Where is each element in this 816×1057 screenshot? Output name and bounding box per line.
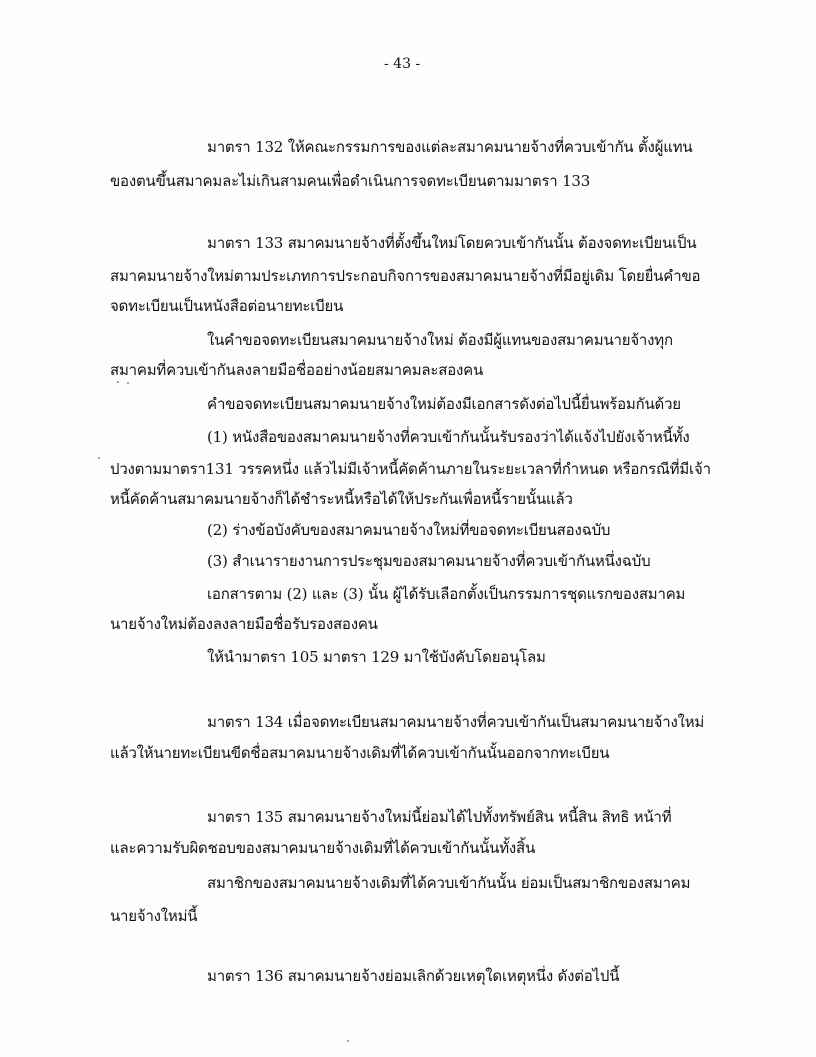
section-133-line-2: สมาคมนายจ้างใหม่ตามประเภทการประกอบกิจการของสมาคมนายจ้างที่มีอยู่เดิม โดยยื่นคำขอ	[110, 267, 701, 285]
scan-speck	[127, 382, 129, 384]
section-133-item3: (3) สำเนารายงานการประชุมของสมาคมนายจ้างที่ควบเข้ากันหนึ่งฉบับ	[207, 552, 651, 570]
page-number: - 43 -	[384, 56, 421, 72]
section-132-line-2: ของตนขึ้นสมาคมละไม่เกินสามคนเพื่อดำเนินการจดทะเบียนตามมาตรา 133	[110, 172, 591, 190]
section-133-line-3: จดทะเบียนเป็นหนังสือต่อนายทะเบียน	[110, 297, 344, 315]
section-133-item1-line-2: ปวงตามมาตรา131 วรรคหนึ่ง แล้วไม่มีเจ้าหนี้คัดค้านภายในระยะเวลาที่กำหนด หรือกรณีที่มีเจ้า	[110, 460, 711, 478]
section-134-line-1: มาตรา 134 เมื่อจดทะเบียนสมาคมนายจ้างที่ควบเข้ากันเป็นสมาคมนายจ้างใหม่	[207, 713, 705, 731]
section-135-para2-line-1: สมาชิกของสมาคมนายจ้างเดิมที่ได้ควบเข้ากันนั้น ย่อมเป็นสมาชิกของสมาคม	[207, 874, 691, 892]
section-133-para2-line-1: ในคำขอจดทะเบียนสมาคมนายจ้างใหม่ ต้องมีผู้แทนของสมาคมนายจ้างทุก	[207, 331, 673, 349]
section-133-para5: ให้นำมาตรา 105 มาตรา 129 มาใช้บังคับโดยอนุโลม	[207, 648, 546, 666]
scan-speck	[347, 1040, 349, 1042]
section-135-para2-line-2: นายจ้างใหม่นี้	[110, 907, 198, 925]
section-135-line-2: และความรับผิดชอบของสมาคมนายจ้างเดิมที่ได้ควบเข้ากันนั้นทั้งสิ้น	[110, 839, 536, 857]
section-136-line-1: มาตรา 136 สมาคมนายจ้างย่อมเลิกด้วยเหตุใดเหตุหนึ่ง ดังต่อไปนี้	[207, 967, 620, 985]
section-133-item1-line-1: (1) หนังสือของสมาคมนายจ้างที่ควบเข้ากันนั้นรับรองว่าได้แจ้งไปยังเจ้าหนี้ทั้ง	[207, 428, 690, 446]
section-134-line-2: แล้วให้นายทะเบียนขีดชื่อสมาคมนายจ้างเดิมที่ได้ควบเข้ากันนั้นออกจากทะเบียน	[110, 744, 610, 762]
section-132-line-1: มาตรา 132 ให้คณะกรรมการของแต่ละสมาคมนายจ้างที่ควบเข้ากัน ตั้งผู้แทน	[207, 138, 693, 156]
section-133-para4-line-2: นายจ้างใหม่ต้องลงลายมือชื่อรับรองสองคน	[110, 615, 378, 633]
section-133-item1-line-3: หนี้คัดค้านสมาคมนายจ้างก็ได้ชำระหนี้หรือได้ให้ประกันเพื่อหนี้รายนั้นแล้ว	[110, 490, 573, 508]
scan-speck	[117, 381, 119, 383]
section-133-para3-line-1: คำขอจดทะเบียนสมาคมนายจ้างใหม่ต้องมีเอกสารดังต่อไปนี้ยื่นพร้อมกันด้วย	[207, 395, 681, 413]
section-133-para2-line-2: สมาคมที่ควบเข้ากันลงลายมือชื่ออย่างน้อยสมาคมละสองคน	[110, 361, 484, 379]
section-133-item2: (2) ร่างข้อบังคับของสมาคมนายจ้างใหม่ที่ขอจดทะเบียนสองฉบับ	[207, 521, 611, 539]
section-135-line-1: มาตรา 135 สมาคมนายจ้างใหม่นี้ย่อมได้ไปทั้งทรัพย์สิน หนี้สิน สิทธิ หน้าที่	[207, 808, 672, 826]
section-133-para4-line-1: เอกสารตาม (2) และ (3) นั้น ผู้ได้รับเลือกตั้งเป็นกรรมการชุดแรกของสมาคม	[207, 585, 686, 603]
section-133-line-1: มาตรา 133 สมาคมนายจ้างที่ตั้งขึ้นใหม่โดยควบเข้ากันนั้น ต้องจดทะเบียนเป็น	[207, 234, 697, 252]
scan-speck	[98, 457, 100, 459]
